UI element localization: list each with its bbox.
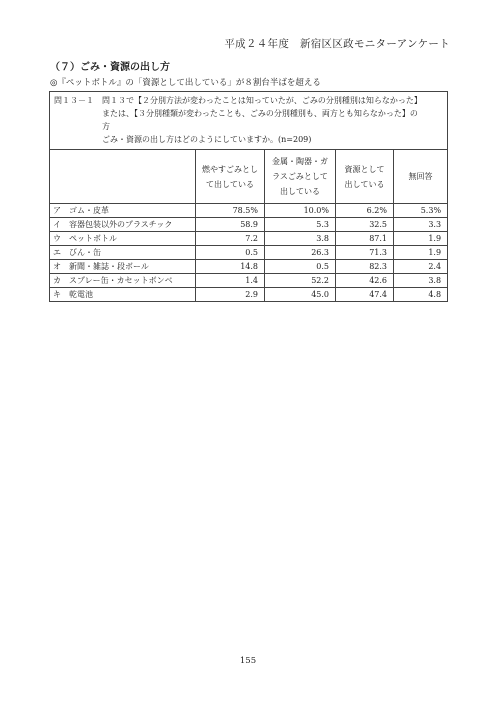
section-summary: ◎『ペットボトル』の「資源として出している」が８割台半ばを超える — [50, 78, 321, 88]
question-line-2: または、【３分別種類が変わったことも、ごみの分別種別も、両方とも知らなかった】の — [102, 109, 418, 118]
cell-value: 2.4 — [394, 260, 448, 274]
cell-value: 71.3 — [336, 246, 394, 260]
page-header-title: 平成２４年度 新宿区区政モニターアンケート — [224, 38, 450, 50]
question-line-4: ごみ・資源の出し方はどのようにしていますか。(n=209) — [102, 135, 312, 144]
cell-value: 42.6 — [336, 274, 394, 288]
table-row — [50, 204, 448, 218]
row-label: オ 新聞・雑誌・段ボール — [50, 260, 196, 274]
cell-value: 87.1 — [336, 232, 394, 246]
cell-value: 52.2 — [265, 274, 336, 288]
cell-value: 0.5 — [196, 246, 265, 260]
page-number: 155 — [239, 656, 257, 666]
row-label: エ びん・缶 — [50, 246, 196, 260]
question-line-3: 方 — [102, 122, 110, 131]
column-header-metal-glass: 金属・陶器・ガ ラスごみとして 出している — [265, 150, 336, 204]
survey-results-table — [49, 91, 448, 302]
cell-value: 14.8 — [196, 260, 265, 274]
question-row — [50, 92, 448, 150]
column-header-row — [50, 150, 448, 204]
cell-value: 2.9 — [196, 288, 265, 302]
table-row — [50, 218, 448, 232]
cell-value: 5.3 — [265, 218, 336, 232]
cell-value: 3.8 — [265, 232, 336, 246]
cell-value: 4.8 — [394, 288, 448, 302]
question-id: 問１３－１ — [54, 96, 94, 105]
table-row — [50, 232, 448, 246]
table-row — [50, 288, 448, 302]
cell-value: 1.9 — [394, 232, 448, 246]
row-label: イ 容器包装以外のプラスチック — [50, 218, 196, 232]
column-header-burnable: 燃やすごみとし て出している — [196, 150, 265, 204]
cell-value: 82.3 — [336, 260, 394, 274]
cell-value: 58.9 — [196, 218, 265, 232]
table-row — [50, 260, 448, 274]
cell-value: 1.9 — [394, 246, 448, 260]
cell-value: 78.5% — [196, 204, 265, 218]
row-label: カ スプレー缶・カセットボンベ — [50, 274, 196, 288]
row-label: キ 乾電池 — [50, 288, 196, 302]
cell-value: 7.2 — [196, 232, 265, 246]
section-heading: （７）ごみ・資源の出し方 — [50, 62, 170, 73]
table-row — [50, 246, 448, 260]
cell-value: 0.5 — [265, 260, 336, 274]
table-row — [50, 274, 448, 288]
cell-value: 6.2% — [336, 204, 394, 218]
cell-value: 47.4 — [336, 288, 394, 302]
cell-value: 5.3% — [394, 204, 448, 218]
question-line-1: 問１３で【２分別方法が変わったことは知っていたが、ごみの分別種別は知らなかった】 — [102, 96, 422, 105]
cell-value: 10.0% — [265, 204, 336, 218]
row-label: ウ ペットボトル — [50, 232, 196, 246]
cell-value: 3.8 — [394, 274, 448, 288]
cell-value: 45.0 — [265, 288, 336, 302]
column-header-resource: 資源として 出している — [336, 150, 394, 204]
cell-value: 3.3 — [394, 218, 448, 232]
column-header-no-answer: 無回答 — [394, 150, 448, 204]
cell-value: 1.4 — [196, 274, 265, 288]
cell-value: 32.5 — [336, 218, 394, 232]
cell-value: 26.3 — [265, 246, 336, 260]
row-label: ア ゴム・皮革 — [50, 204, 196, 218]
header-blank-cell — [50, 150, 196, 204]
question-cell — [50, 92, 448, 150]
